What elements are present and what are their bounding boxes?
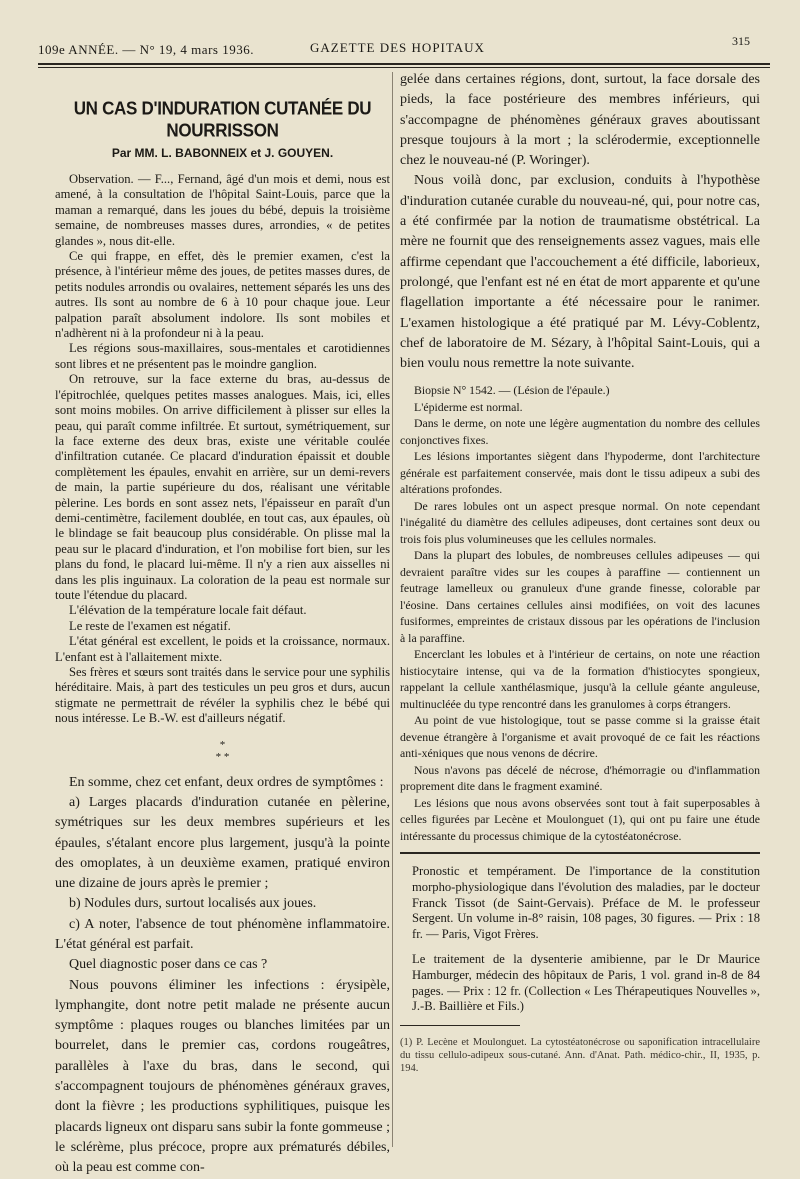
page-number: 315 xyxy=(732,34,750,48)
diagnosis-paragraph: Nous pouvons éliminer les infections : érysipèle, lymphangite, dont notre petit malade ne présente aucun symptôme : plaques rouges ou blanches limitées par un bourrelet, dans le premier cas, cordons rougeâtres, parallèles à l'axe du bras, dans le second, qui s'accompagnent toujours de phénomènes généraux graves, dont la fièvre ; les productions syphilitiques, puisque les placards ligneux ont disparu sans subir la fonte gommeuse ; le sclérème, plus précoce, propre aux prématurés débiles, où la peau est comme con- xyxy=(55,977,390,1176)
biopsy-paragraph: Dans le derme, on note une légère augmentation du nombre des cellules conjonctives fixes. xyxy=(400,416,760,447)
issue-line: 109e ANNÉE. — N° 19, 4 mars 1936. xyxy=(38,42,254,57)
summary-paragraph: En somme, chez cet enfant, deux ordres de symptômes : xyxy=(69,774,384,790)
summary-item-c: c) A noter, l'absence de tout phénomène inflammatoire. L'état général est parfait. xyxy=(55,916,390,952)
biopsy-paragraph: De rares lobules ont un aspect presque normal. On note cependant l'inégalité du diamètre des cellules adipeuses, dont certaines sont deux ou trois fois plus volumineuses que les cellules normales. xyxy=(400,498,760,546)
book-review-1: Pronostic et tempérament. De l'importance de la constitution morpho-physiologique dans l'évolution des maladies, par le docteur Franck Tissot (de Saint-Gervais). Préface de M. le professeur Sergent. Un volume in-8° raisin, 108 pages, 30 figures. — Prix : 18 fr. — Paris, Vigot Frères. xyxy=(412,864,760,941)
book-review-2: Le traitement de la dysenterie amibienne, par le Dr Maurice Hamburger, médecin des hôpitaux de Paris, 1 vol. grand in-8 de 84 pages. — Prix : 12 fr. (Collection « Les Thérapeutiques Nouvelles », J.-B. Baillière et Fils.) xyxy=(412,952,760,1014)
biopsy-paragraph: Les lésions importantes siègent dans l'hypoderme, dont l'architecture générale est parfaitement conservée, mais dont le tissu adipeux a subi des altérations profondes. xyxy=(400,449,760,497)
paragraph: On retrouve, sur la face externe du bras, au-dessus de l'épitrochlée, quelques petites masses analogues. Mais, ici, elles sont moins mobiles. On arrive difficilement à plisser sur elles la peau, qui paraît comme infiltrée. Et surtout, symétriquement, sur la face externe des deux bras, existe une véritable coulée d'infiltration cutanée. Ce placard d'induration épaissit et double complètement les épaules, envahit en arrière, sur un demi-revers de main, la partie supérieure du dos, réalisant une véritable pèlerine. Les bords en sont assez nets, l'épaisseur en paraît d'un demi-centimètre, facilement doublée, en tout cas, aux épaules, où le blindage se fait beaucoup plus considérable. On plisse mal la peau sur le placard d'induration, et l'on mobilise fort bien, sur les plans du fond, le placard lui-même. Il n'y a rien aux aisselles ni dans les plis inguinaux. La coloration de la peau est normale sur toute l'étendue du placard. xyxy=(55,372,390,602)
right-column xyxy=(400,70,760,1075)
summary-item-a: a) Larges placards d'induration cutanée en pèlerine, symétriques sur les deux membres supérieurs et les épaules, s'étalant encore plus largement, jusqu'à la pointe des omoplates, à un deuxième examen, pratiqué environ une dizaine de jours après le premier ; xyxy=(55,794,390,892)
hypothesis-paragraph: Nous voilà donc, par exclusion, conduits à l'hypothèse d'induration cutanée curable du nouveau-né, qui, pour notre cas, a été confirmée par la notion de traumatisme obstétrical. La mère ne fournit que des renseignements assez vagues, mais elle affirme cependant que l'accouchement a été difficile, laborieux, prolongé, que l'enfant est né en état de mort apparente et qu'une flagellation importante a été nécessaire pour le ranimer. L'examen histologique a été pratiqué par M. Lévy-Coblentz, chef de laboratoire de M. Sézary, à l'hôpital Saint-Louis, qui a bien voulu nous remettre la note suivante. xyxy=(400,173,760,372)
diagnosis-question: Quel diagnostic poser dans ce cas ? xyxy=(69,957,268,973)
footnote-rule xyxy=(400,1025,520,1026)
continued-paragraph: gelée dans certaines régions, dont, surtout, la face dorsale des pieds, la face postérieure des membres inférieurs, qui s'accompagne de phénomènes généraux graves aboutissant presque toujours à la mort ; la sclérodermie, exceptionnelle chez le nouveau-né (P. Woringer). xyxy=(400,72,760,169)
header-rule xyxy=(38,63,770,65)
paragraph: L'élévation de la température locale fait défaut. xyxy=(69,603,307,618)
biopsy-paragraph: Les lésions que nous avons observées sont tout à fait superposables à celles figurées par Lecène et Moulonguet (1), qui ont pu faire une étude intéressante du processus chimique de la cytostéatonécrose. xyxy=(400,795,760,843)
biopsy-paragraph: Au point de vue histologique, tout se passe comme si la graisse était devenue étrangère à l'organisme et avait provoqué de ce fait les réactions anti-xéniques que nous venons de décrire. xyxy=(400,713,760,761)
biopsy-paragraph: Nous n'avons pas décelé de nécrose, d'hémorragie ou d'inflammation proprement dite dans le fragment examiné. xyxy=(400,762,760,794)
paragraph: Ce qui frappe, en effet, dès le premier examen, c'est la présence, à l'intérieur même des joues, de petites masses dures, de petits nodules arrondis ou ovalaires, nettement séparés les uns des autres. Ils sont au nombre de 6 à 10 pour chaque joue. Leur palpation paraît absolument indolore. Ils sont mobiles et n'adhèrent ni à la profondeur ni à la peau. xyxy=(55,249,390,341)
observation-paragraph: Observation. — F..., Fernand, âgé d'un mois et demi, nous est amené, à la consultation de l'hôpital Saint-Louis, parce que la maman a remarqué, dans les joues du bébé, depuis la troisième semaine, de nombreuses masses dures, arrondies, « de petites glandes », nous dit-elle. xyxy=(55,172,390,248)
section-rule xyxy=(400,852,760,854)
paragraph: Les régions sous-maxillaires, sous-mentales et carotidiennes sont libres et ne présentent pas le moindre ganglion. xyxy=(55,341,390,371)
footnote: (1) P. Lecène et Moulonguet. La cytostéatonécrose ou saponification intracellulaire du tissu cellulo-adipeux sous-cutané. Ann. d'Anat. Path. médico-chir., II, 1935, p. 194. xyxy=(400,1036,760,1074)
section-stars: * * * xyxy=(215,738,230,763)
biopsy-paragraph: L'épiderme est normal. xyxy=(414,399,523,414)
paragraph: Ses frères et sœurs sont traités dans le service pour une syphilis héréditaire. Mais, à part des testicules un peu gros et durs, aucun stigmate ne permettrait de révéler la syphilis chez le bébé qui nous intéresse. Le B.-W. est d'ailleurs négatif. xyxy=(55,665,390,726)
paragraph: Le reste de l'examen est négatif. xyxy=(69,618,231,633)
article-authors: Par MM. L. BABONNEIX et J. GOUYEN. xyxy=(111,146,334,160)
summary-item-b: b) Nodules durs, surtout localisés aux joues. xyxy=(69,896,317,912)
header-rule-thin xyxy=(38,67,770,68)
column-separator xyxy=(392,72,393,1147)
biopsy-paragraph: Encerclant les lobules et à l'intérieur de certains, on note une réaction histiocytaire intense, qui va de la formation d'histiocytes spongieux, rappelant la cellule xanthélasmique, jusqu'à la cellule géante anguleuse, multinucléée du type rencontré dans les granulomes à corps étrangers. xyxy=(400,647,760,711)
biopsy-heading: Biopsie N° 1542. — (Lésion de l'épaule.) xyxy=(414,383,610,398)
left-column xyxy=(55,70,390,1179)
journal-name: GAZETTE DES HOPITAUX xyxy=(310,40,485,55)
biopsy-paragraph: Dans la plupart des lobules, de nombreuses cellules adipeuses — qui devraient paraître vides sur les coupes à paraffine — contiennent un feutrage lamelleux ou granuleux d'une grande finesse, colorable par l'éosine. Dans certaines cellules ainsi modifiées, on voit des lacunes fusiformes, empreintes de cristaux dissous par les opérations de l'inclusion à la paraffine. xyxy=(400,548,760,645)
article-title: UN CAS D'INDURATION CUTANÉE DU NOURRISSON xyxy=(73,98,372,141)
paragraph: L'état général est excellent, le poids et la croissance, normaux. L'enfant est à l'allaitement mixte. xyxy=(55,634,390,664)
page-header xyxy=(38,34,770,56)
